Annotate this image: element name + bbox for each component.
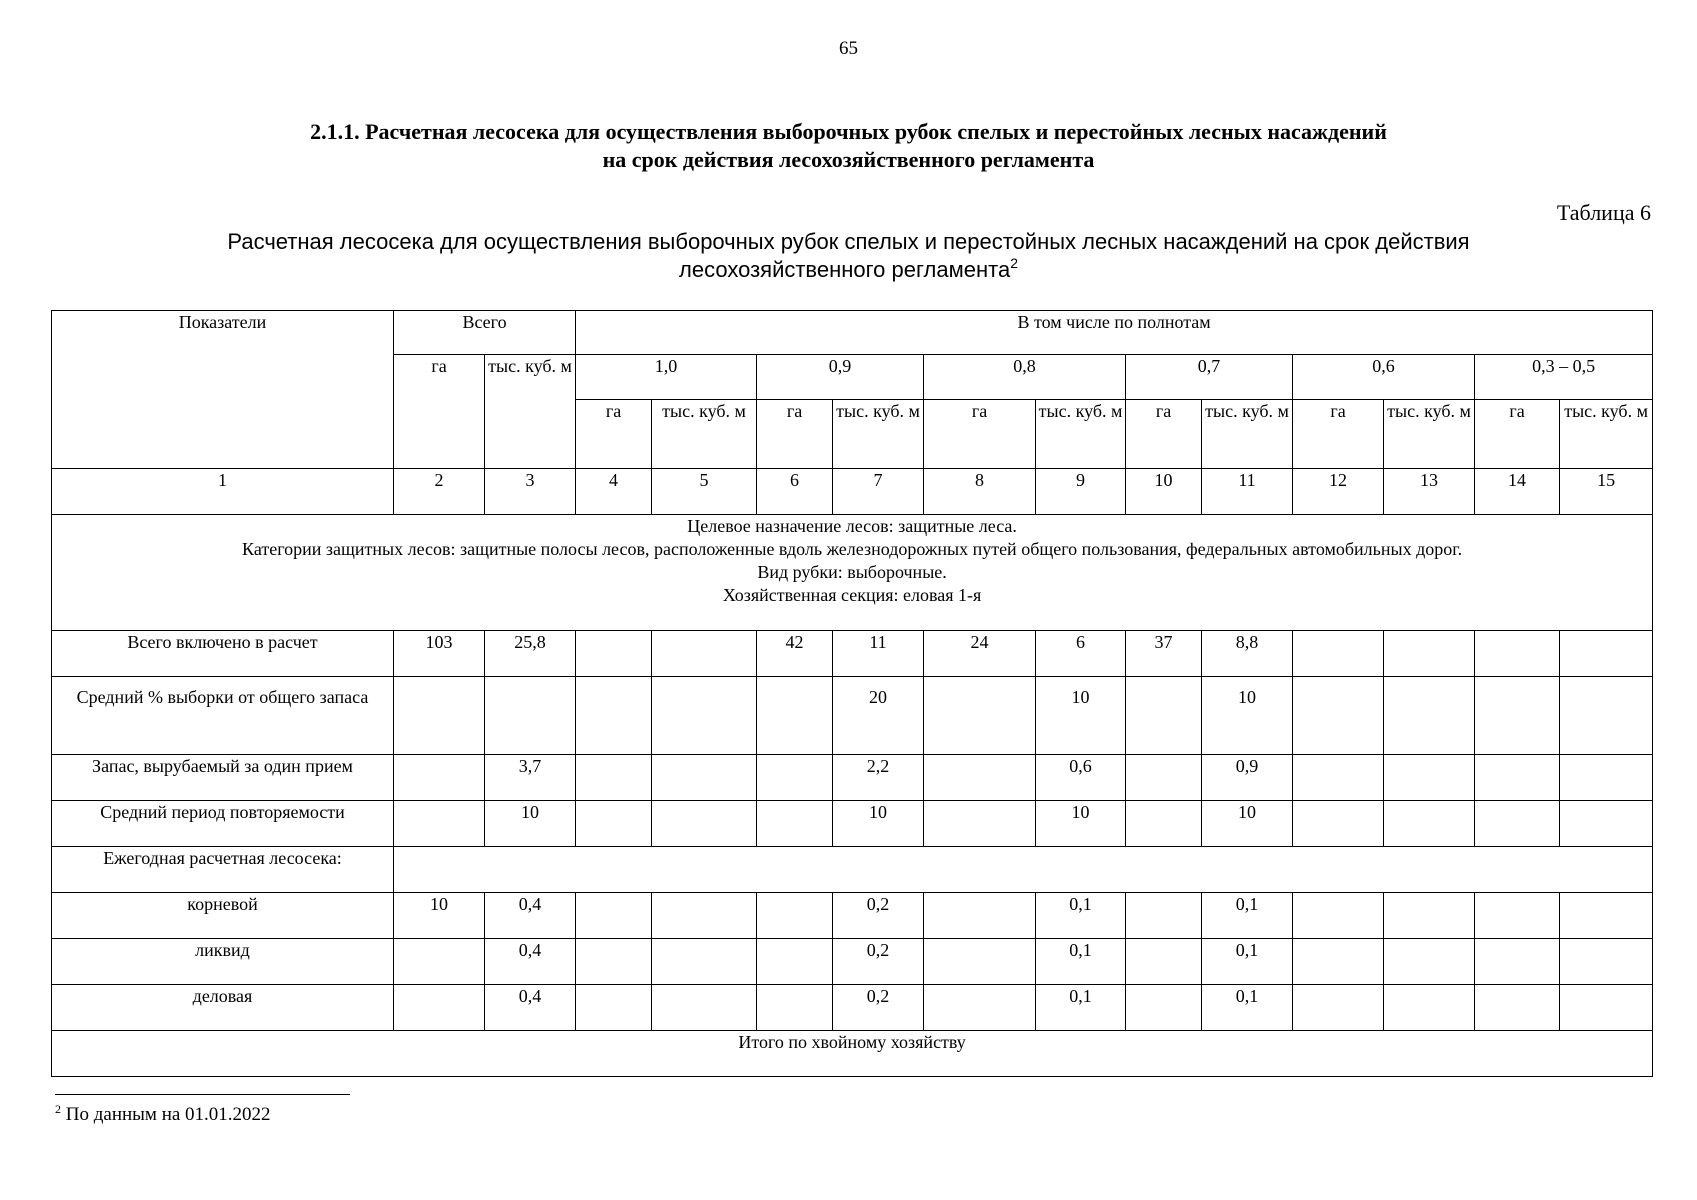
table-cell [576, 801, 652, 847]
column-number: 5 [652, 469, 757, 515]
table-cell [1560, 985, 1653, 1031]
table-cell [394, 939, 485, 985]
column-number: 12 [1293, 469, 1384, 515]
table-row [52, 631, 1653, 677]
column-number: 7 [833, 469, 924, 515]
row-label: корневой [52, 893, 394, 939]
table-cell: 20 [833, 677, 924, 755]
table-cell: 6 [1036, 631, 1126, 677]
table-cell: 0,1 [1202, 939, 1293, 985]
table-cell [1293, 939, 1384, 985]
column-number: 2 [394, 469, 485, 515]
table-cell: 0,1 [1202, 985, 1293, 1031]
table-cell [576, 939, 652, 985]
table-cell [652, 939, 757, 985]
table-cell [757, 801, 833, 847]
section-info-line: Целевое назначение лесов: защитные леса. [687, 516, 1017, 536]
section-info-line: Вид рубки: выборочные. [757, 562, 947, 582]
header-density: 0,7 [1126, 355, 1293, 400]
annual-label-row [52, 847, 1653, 893]
table-cell [576, 677, 652, 755]
table-cell [1475, 677, 1560, 755]
table-row [52, 677, 1653, 755]
header-ha: га [1475, 400, 1560, 469]
table-cell [1560, 801, 1653, 847]
cutting-area-table [51, 310, 1653, 1077]
column-number: 10 [1126, 469, 1202, 515]
table-cell [757, 939, 833, 985]
row-label: Средний % выборки от общего запаса [52, 677, 394, 755]
table-cell: 0,6 [1036, 755, 1126, 801]
header-ha: га [757, 400, 833, 469]
table-cell: 8,8 [1202, 631, 1293, 677]
table-cell: 10 [1202, 801, 1293, 847]
table-cell: 10 [833, 801, 924, 847]
table-cell: 0,1 [1036, 985, 1126, 1031]
table-cell: 10 [1036, 801, 1126, 847]
table-cell: 0,9 [1202, 755, 1293, 801]
table-cell [757, 677, 833, 755]
table-cell [1475, 939, 1560, 985]
total-row-label: Итого по хвойному хозяйству [52, 1031, 1653, 1077]
table-cell [576, 755, 652, 801]
column-number: 15 [1560, 469, 1653, 515]
header-density: 0,6 [1293, 355, 1475, 400]
column-number: 14 [1475, 469, 1560, 515]
table-cell: 3,7 [485, 755, 576, 801]
table-caption [0, 228, 1697, 284]
header-total: Всего [394, 311, 576, 355]
table-cell [1293, 677, 1384, 755]
header-volume: тыс. куб. м [1384, 400, 1475, 469]
table-cell [652, 893, 757, 939]
table-cell [1384, 939, 1475, 985]
table-cell [1560, 939, 1653, 985]
table-row [52, 893, 1653, 939]
table-cell: 0,1 [1036, 893, 1126, 939]
table-cell [924, 985, 1036, 1031]
table-cell [1384, 893, 1475, 939]
table-cell [1475, 985, 1560, 1031]
table-cell [924, 677, 1036, 755]
table-cell [924, 755, 1036, 801]
section-info-line: Хозяйственная секция: еловая 1-я [722, 585, 982, 605]
header-ha: га [1126, 400, 1202, 469]
table-cell [1126, 677, 1202, 755]
table-cell [1560, 631, 1653, 677]
table-cell [1293, 893, 1384, 939]
total-row [52, 1031, 1653, 1077]
table-label: Таблица 6 [1556, 200, 1651, 225]
table-cell [576, 893, 652, 939]
table-cell [1126, 801, 1202, 847]
table-cell: 0,2 [833, 893, 924, 939]
column-number: 1 [52, 469, 394, 515]
footnote [55, 1104, 271, 1126]
table-cell [1126, 939, 1202, 985]
table-cell [1560, 755, 1653, 801]
table-caption-line1: Расчетная лесосека для осуществления выборочных рубок спелых и перестойных лесных насаждений на срок действия [227, 229, 1470, 254]
column-number: 4 [576, 469, 652, 515]
table-cell: 0,4 [485, 939, 576, 985]
table-cell [924, 939, 1036, 985]
table-cell [1384, 755, 1475, 801]
table-cell [1126, 985, 1202, 1031]
table-cell: 10 [485, 801, 576, 847]
table-cell: 11 [833, 631, 924, 677]
table-cell [1293, 631, 1384, 677]
table-row [52, 985, 1653, 1031]
section-heading-line1: 2.1.1. Расчетная лесосека для осуществления выборочных рубок спелых и перестойных лесных насаждений [310, 119, 1387, 144]
table-cell [1384, 801, 1475, 847]
header-by-density: В том числе по полнотам [576, 311, 1653, 355]
column-number: 6 [757, 469, 833, 515]
column-numbers-row [52, 469, 1653, 515]
section-heading-line2: на срок действия лесохозяйственного регламента [602, 147, 1095, 172]
table-cell [1475, 801, 1560, 847]
table-cell: 37 [1126, 631, 1202, 677]
table-cell [485, 677, 576, 755]
table-cell [924, 801, 1036, 847]
table-cell: 10 [1202, 677, 1293, 755]
section-info-line: Категории защитных лесов: защитные полосы лесов, расположенные вдоль железнодорожных путей общего пользования, федеральных автомобильных дорог. [242, 539, 1463, 559]
header-volume: тыс. куб. м [833, 400, 924, 469]
table-cell [1293, 985, 1384, 1031]
table-cell [394, 985, 485, 1031]
table-caption-line2-text: лесохозяйственного регламента [679, 257, 1011, 282]
column-number: 3 [485, 469, 576, 515]
column-number: 11 [1202, 469, 1293, 515]
header-volume: тыс. куб. м [1036, 400, 1126, 469]
table-cell: 0,4 [485, 893, 576, 939]
table-cell [652, 631, 757, 677]
row-label: Средний период повторяемости [52, 801, 394, 847]
table-cell: 10 [1036, 677, 1126, 755]
table-cell [652, 677, 757, 755]
table-cell [652, 801, 757, 847]
table-cell [394, 677, 485, 755]
column-number: 9 [1036, 469, 1126, 515]
header-density: 0,3 – 0,5 [1475, 355, 1653, 400]
table-cell: 0,2 [833, 939, 924, 985]
header-total-volume: тыс. куб. м [485, 355, 576, 469]
row-label: Ежегодная расчетная лесосека: [52, 847, 394, 893]
table-cell [1560, 677, 1653, 755]
table-cell [394, 801, 485, 847]
table-cell [576, 631, 652, 677]
table-cell [394, 847, 1653, 893]
header-volume: тыс. куб. м [1202, 400, 1293, 469]
header-ha: га [1293, 400, 1384, 469]
table-cell [652, 755, 757, 801]
table-cell [1384, 631, 1475, 677]
table-cell: 0,2 [833, 985, 924, 1031]
footnote-text: По данным на 01.01.2022 [65, 1104, 271, 1125]
section-heading [0, 118, 1697, 174]
table-cell [394, 755, 485, 801]
footnote-mark: 2 [55, 1102, 61, 1116]
table-cell [1293, 755, 1384, 801]
table-row [52, 755, 1653, 801]
section-info [52, 515, 1653, 631]
table-caption-line2 [0, 256, 1697, 284]
column-number: 13 [1384, 469, 1475, 515]
table-cell: 0,1 [1036, 939, 1126, 985]
table-cell: 24 [924, 631, 1036, 677]
page-number: 65 [839, 38, 858, 59]
table-cell: 0,4 [485, 985, 576, 1031]
footnote-reference: 2 [1010, 255, 1018, 271]
table-cell [1475, 631, 1560, 677]
header-density: 0,8 [924, 355, 1126, 400]
table-cell: 0,1 [1202, 893, 1293, 939]
table-cell [1126, 755, 1202, 801]
header-density: 0,9 [757, 355, 924, 400]
column-number: 8 [924, 469, 1036, 515]
table-cell: 2,2 [833, 755, 924, 801]
row-label: деловая [52, 985, 394, 1031]
table-cell [757, 893, 833, 939]
table-cell [1560, 893, 1653, 939]
table-cell [1293, 801, 1384, 847]
table-cell [1384, 677, 1475, 755]
table-row [52, 801, 1653, 847]
header-indicators: Показатели [52, 311, 394, 469]
table-cell: 103 [394, 631, 485, 677]
header-density: 1,0 [576, 355, 757, 400]
row-label: Всего включено в расчет [52, 631, 394, 677]
row-label: Запас, вырубаемый за один прием [52, 755, 394, 801]
table-cell [924, 893, 1036, 939]
footnote-divider [55, 1094, 350, 1095]
row-label: ликвид [52, 939, 394, 985]
table-cell [1475, 755, 1560, 801]
table-cell [1475, 893, 1560, 939]
table-cell: 42 [757, 631, 833, 677]
table-cell: 10 [394, 893, 485, 939]
table-row [52, 939, 1653, 985]
header-ha: га [576, 400, 652, 469]
header-volume: тыс. куб. м [652, 400, 757, 469]
header-total-ha: га [394, 355, 485, 469]
section-info-row [52, 515, 1653, 631]
table-cell [757, 985, 833, 1031]
table-cell [1126, 893, 1202, 939]
table-cell [757, 755, 833, 801]
table-cell [576, 985, 652, 1031]
header-row-1 [52, 311, 1653, 355]
table-cell: 25,8 [485, 631, 576, 677]
header-ha: га [924, 400, 1036, 469]
table-cell [1384, 985, 1475, 1031]
header-volume: тыс. куб. м [1560, 400, 1653, 469]
table-cell [652, 985, 757, 1031]
